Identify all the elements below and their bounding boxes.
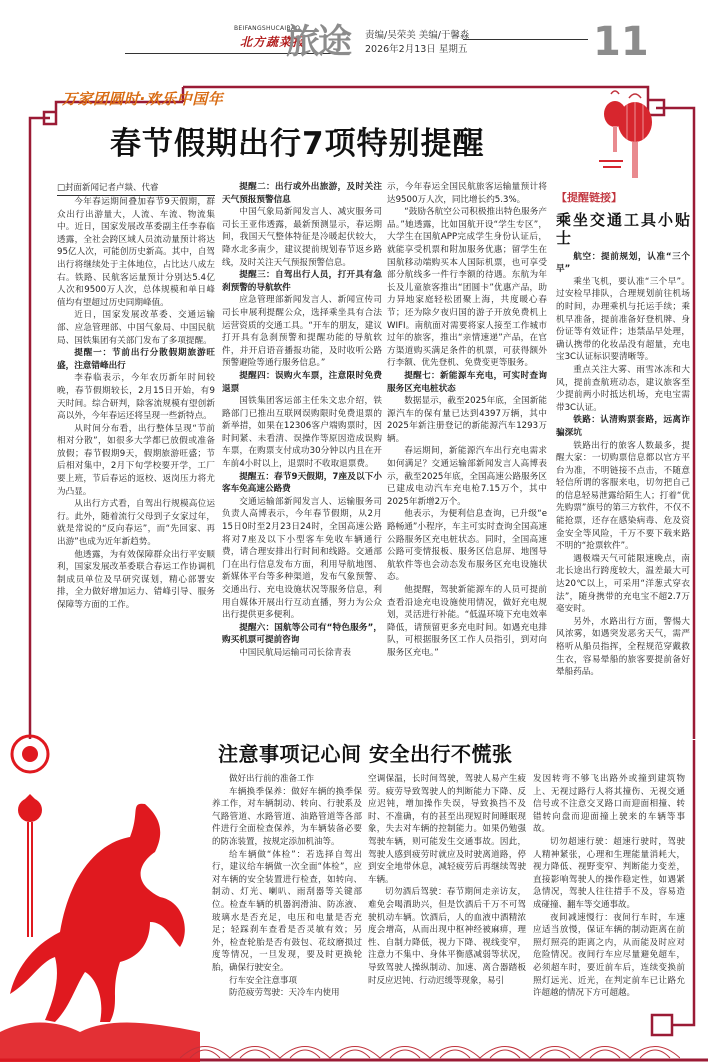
paragraph: 应急管理部新闻发言人、新闻宣传司司长申展利提醒公众，选择乘坐具有合法运营资质的交通工具。“开车的朋友，建议打开具有急刹预警和提醒功能的导航软件，并开启语音播报功能，及时收听公路预警避险等通行服务信息。” [222,295,382,369]
reminder-heading: 提醒六：国航等公司有“特色服务”，购买机票可提前咨询 [222,622,382,646]
feature-headline: 春节假期出行7项特别提醒 [110,126,485,162]
reminder-heading: 提醒二：出行或外出旅游，及时关注天气预报预警信息 [222,182,382,205]
sidebar-paragraph: 另外，水路出行方面，警惕大风浓雾，如遇突发恶劣天气，需严格听从船员指挥，全程规范穿戴救生衣，容易晕船的旅客要提前备好晕船药品。 [556,616,690,678]
reminder-heading: 提醒三：自驾出行人员，打开具有急刹预警的导航软件 [222,270,382,293]
paragraph: 今年春运期间叠加春节9天假期，群众出行出游量大，人流、车流、物流集中。近日，国家发展改革委副主任李春临透露，全社会跨区域人员流动量预计将达95亿人次，可能创历史新高。其中，自驾出行将继续处于主体地位，占比达八成左右。铁路、民航客运量预计分别达5.4亿人次和9500万人次，总体规模和单日峰值均有望超过历史同期峰值。 [57,197,215,308]
paragraph: 从时间分布看，出行整体呈现“节前相对分散”，如很多大学都已放假或准备放假；春节假期9天，假期旅游旺盛；节后相对集中，2月下旬学校要开学，工厂要上班，节后春运的返校、返岗压力将尤为凸显。 [57,423,215,497]
paragraph: 车辆换季保养：做好车辆的换季保养工作，对车辆制动、转向、行驶系及气路管道、水路管道、油路管道等各部件进行全面检查保养，为车辆装备必要的防冻装置，按规定添加机油等。 [212,786,362,847]
paragraph: 近日，国家发展改革委、交通运输部、应急管理部、中国气象局、中国民航局、国铁集团有关部门发布了多项提醒。 [57,310,215,346]
cloud-wave-decoration [180,1030,680,1060]
paragraph: 李春临表示，今年农历新年时间较晚，春节假期较长，2月15日开始，有9天时间。综合研判，除客流规模有望创新高以外，今年春运还将呈现一些新特点。 [57,373,215,422]
sidebar-link-label: 【提醒链接】 [556,192,622,204]
paragraph: 他提醒，驾驶新能源车的人员可提前查看沿途充电设施使用情况，做好充电规划，灵活进行补能。“低温环境下充电效率降低，请预留更多充电时间。如遇充电排队，可根据服务区工作人员指引，到对向服务区充电。” [387,585,547,658]
paragraph: 切勿超速行驶：超速行驶时，驾驶人精神紧张，心理和生理能量消耗大，视力降低、视野变窄、判断能力变差，直接影响驾驶人的操作稳定性，如遇紧急情况，驾驶人往往措手不及，容易造成碰撞、翻车等交通事故。 [533,836,685,910]
paragraph: 切勿酒后驾驶：春节期间走亲访友，难免会喝酒助兴，但是饮酒后千万不可驾驶机动车辆。饮酒后，人的血液中酒精浓度会增高，从而出现中枢神经被麻痹，理性、自制力降低，视力下降、视线变窄，注意力不集中、身体平衡感减弱等状况，导致驾驶人操纵制动、加速、离合器踏板时反应迟钝、行动迟缓等现象，易引 [368,887,526,986]
sidebar-paragraph: 乘坐飞机，要认准“三个早”。过安检早排队，合理规划前往机场的时间，办理乘机与托运手续；乘机早准备，提前准备好登机牌、身份证等有效证件；违禁品早处理，确认携带的化妆品没有超量，充电宝3C认证标识要清晰等。 [556,276,690,363]
paragraph: 空调保温，长时间驾驶，驾驶人易产生疲劳。疲劳导致驾驶人的判断能力下降、反应迟钝，增加操作失误，导致换挡不及时、不准确，有的甚至出现短时间睡眠现象，失去对车辆的控制能力。如果仍勉强驾驶车辆，则可能发生交通事故。因此，驾驶人感到疲劳时就应及时驶离道路，停到安全地带休息，减轻疲劳后再继续驾驶车辆。 [368,774,526,885]
safety-column-2 [368,773,526,1025]
feature-column-1 [57,196,215,731]
feature-kicker: 万家团圆时·欢乐中国年 [62,90,224,108]
safety-column-1 [212,773,362,1025]
paragraph: 国铁集团客运部主任朱文忠介绍，铁路部门已推出互联网误购限时免费退票的新举措，如果在12306客户端购票时，因时间紧、未看清、误操作等原因造成误购车票，在购票支付成功30分钟以内且在开车前4小时以上，退票时不收取退票费。 [222,396,382,470]
issue-date: 2026年2月13日 星期五 [365,44,468,55]
paragraph: 给车辆做“体检”：若选择自驾出行，建议给车辆做一次全面“体检”，应对车辆的安全装置进行检查，如转向、制动、灯光、喇叭、雨刮器等关键部位。检查车辆的机器润滑油、防冻液、玻璃水是否充足，电压和电量是否充足；轻踩刹车查看是否灵敏有效；另外，检查轮胎是否有鼓包、花纹磨损过度等情况，一旦发现，要及时更换轮胎，确保行驶安全。 [212,849,362,973]
paragraph: 他透露，为有效保障群众出行平安顺利，国家发展改革委联合春运工作协调机制成员单位及早研究谋划，精心部署安排，全力做好增加运力、错峰引导、服务保障等方面的工作。 [57,549,215,610]
tips-sidebar [556,192,690,732]
sidebar-subheading: 航空：提前规划，认准“三个早” [556,251,690,275]
feature-column-2 [222,181,382,731]
safety-column-3 [533,773,685,1025]
reminder-heading: 提醒一：节前出行分散假期旅游旺盛，注意错峰出行 [57,348,215,371]
lantern-icon [597,88,655,186]
paragraph: 发因转弯不够飞出路外或撞到建筑物上、无视过路行人将其撞伤、无视交通信号或不注意交叉路口而迎面相撞、转错转向盘而迎面撞上驶来的车辆等事故。 [533,774,685,835]
paragraph: 他表示，为便利信息查询，已升级“e路畅通”小程序，车主可实时查询全国高速公路服务区充电桩状态。同时，全国高速公路可变情报板、服务区信息屏、地图导航软件等也会动态发布服务区充电设施状态。 [387,509,547,583]
reminder-heading: 提醒七：新能源车充电，可实时查询服务区充电桩状态 [387,370,547,394]
reminder-heading: 提醒四：误购火车票，注意限时免费退票 [222,370,382,394]
newspaper-pinyin: BEIFANGSHUCAIBAO [234,25,301,32]
byline: □封面新闻记者卢燚、代睿 [57,181,215,196]
reminder-heading: 提醒五：春节9天假期，7座及以下小客车免高速公路费 [222,471,382,495]
sidebar-subheading: 铁路：认清购票套路，远离诈骗深坑 [556,415,690,438]
safety-subheading: 做好出行前的准备工作 [229,774,315,784]
horse-papercut-icon [0,732,200,1062]
sidebar-title: 乘坐交通工具小贴士 [556,210,690,247]
paragraph: 数据显示，截至2025年底，全国新能源汽车的保有量已达到4397万辆，其中2025年新注册登记的新能源汽车1293万辆。 [387,396,547,444]
section-name: 旅途 [286,22,350,62]
paragraph: 从出行方式看，自驾出行规模高位运行。此外，随着流行父母到子女家过年，就是常说的“反向春运”，而“先回家、再出游”也成为近年新趋势。 [57,499,215,548]
safety-subheading: 行车安全注意事项 [229,975,298,986]
paragraph: 夜间减速慢行：夜间行车时，车速应适当放慢，保证车辆的制动距离在前照灯照亮的距离之内，从而能及时应对危险情况。夜间行车应尽量避免超车，必须超车时，要近前车后，连续变换前照灯远光、近光，在判定前车已让路允许超越的情况下方可超越。 [533,912,685,999]
paragraph: 交通运输部新闻发言人、运输服务司负责人高博表示，今年春节假期，从2月15日0时至2月23日24时，全国高速公路将对7座及以下小型客车免收车辆通行费，请合理安排出行时间和线路。交通部门在出行信息发布方面，利用导航地图、新媒体平台等多种渠道，发布气象预警、交通出行、充电设施状况等服务信息，利用自媒体开展出行互动直播，努力为公众出行提供更多便利。 [222,496,382,621]
page-number: 11 [593,19,649,65]
paragraph: “鼓励各航空公司积极推出特色服务产品。”她透露，比如国航开设“学生专区”，大学生在国航APP完成学生身份认证后，就能享受机票和附加服务优惠；留学生在国航移动端购买本人国际机票，也可享受部分航线多一件行李额的待遇。东航为年长及儿童旅客推出“团圆卡”优惠产品，助力异地家庭轻松团聚上海，共度暖心春节；还为除夕夜归国的游子开放免费机上WIFI。南航面对需要将家人接至工作城市过年的旅客，推出“亲情速递”产品，在官方渠道购买满足条件的机票，可获得额外行李额、优先登机、免费变更等服务。 [387,207,547,369]
safety-headline: 注意事项记心间 安全出行不慌张 [218,742,513,766]
sidebar-paragraph: 遇极端天气可能限速晚点，南北长途出行跨度较大，温差最大可达20℃以上，可采用“洋葱式穿衣法”，随身携带的充电宝不超2.7万毫安时。 [556,553,690,615]
sidebar-paragraph: 铁路出行的旅客人数最多，提醒大家：一切购票信息都以官方平台为准，不明链接不点击，不随意轻信所谓的客服来电，切勿把自己的信息轻易泄露给陌生人；打着“优先购票”旗号的第三方软件，不仅不能抢票，还存在感染病毒、危及资金安全等风险，千万不要下载来路不明的“抢票软件”。 [556,440,690,552]
paragraph: 中国气象局新闻发言人、减灾服务司司长王亚伟透露，最新预测显示，春运期间，我国天气整体特征是冷暖起伏较大，降水北多南少，建议提前规划春节返乡路线，及时关注天气预报预警信息。 [222,207,382,268]
paragraph: 防范疲劳驾驶：天冷车内使用 [229,988,340,999]
feature-column-3 [387,181,547,731]
masthead-rule-right [463,39,588,40]
paragraph: 中国民航局运输司司长徐青表 [239,647,351,658]
editors-credit: 责编/吴荣美 美编/于馨淼 [365,30,470,41]
paragraph: 示，今年春运全国民航旅客运输量预计将达9500万人次，同比增长约5.3%。 [387,182,547,205]
sidebar-paragraph: 重点关注大雾、雨雪冰冻和大风，提前查航班动态，建议旅客至少提前两小时抵达机场，充电宝需带3C认证。 [556,364,690,413]
paragraph: 春运期间，新能源汽车出行充电需求如何满足？交通运输部新闻发言人高博表示，截至2025年底，全国高速公路服务区已建成电动汽车充电枪7.15万个，其中2025年新增2万个。 [387,446,547,507]
newspaper-logo: 北方蔬菜报 [240,35,306,49]
